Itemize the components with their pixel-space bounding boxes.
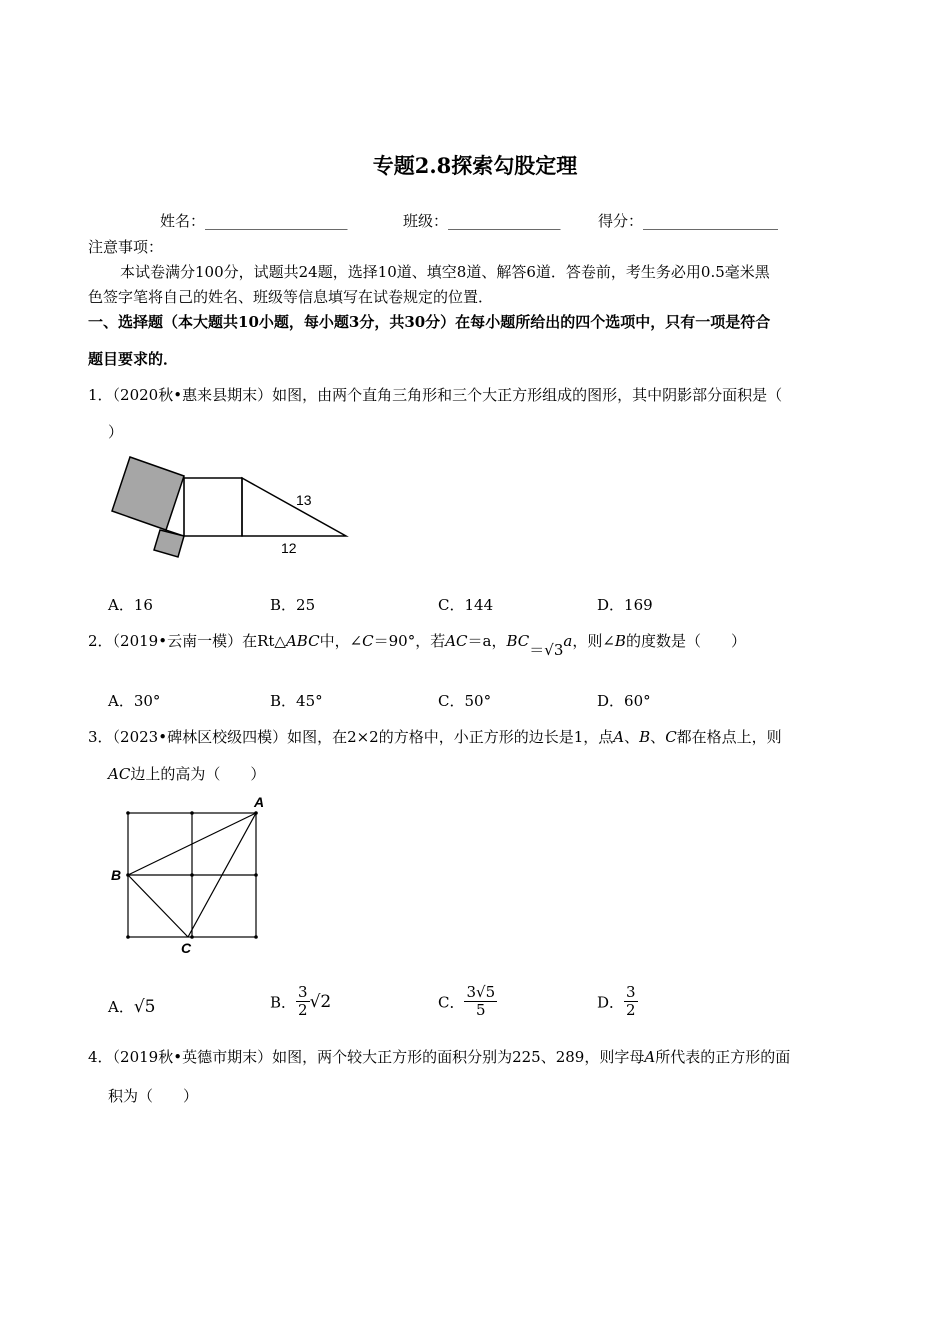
name-blank[interactable]: ___________________ — [205, 212, 348, 230]
class-label: 班级： — [403, 212, 449, 230]
q1-option-a[interactable]: A．16 — [108, 596, 153, 614]
q3-figure — [105, 793, 275, 958]
score-field[interactable] — [598, 210, 778, 231]
name-field[interactable] — [160, 210, 348, 231]
q3-option-c[interactable]: C． $\frac{3√5}{5}$ — [438, 983, 496, 1020]
q1-large-shaded-square — [112, 457, 184, 530]
q3-text-line-2: AC边上的高为（ ） — [108, 765, 266, 783]
q3-option-a[interactable]: A．√5 — [108, 997, 156, 1017]
score-label: 得分： — [598, 212, 644, 230]
q1-option-d[interactable]: D．169 — [597, 596, 653, 614]
q3-option-b[interactable]: B． $\frac{3}{2}$ √2 — [270, 983, 332, 1020]
q3-label-b: B — [111, 867, 122, 883]
q1-option-c[interactable]: C．144 — [438, 596, 494, 614]
q4-text-line-2: 积为（ ） — [108, 1087, 199, 1105]
q1-figure — [100, 450, 360, 560]
q2-option-c[interactable]: C．50° — [438, 692, 492, 710]
section-heading-line-2: 题目要求的． — [88, 350, 179, 368]
q1-right-triangle — [242, 478, 346, 536]
notes-heading: 注意事项： — [88, 238, 164, 256]
page-title: 专题2.8探索勾股定理 — [372, 153, 578, 178]
notes-line-2: 色签字笔将自己的姓名、班级等信息填写在试卷规定的位置． — [88, 288, 494, 306]
q4-text-line-1: 4．（2019秋•英德市期末）如图，两个较大正方形的面积分别为225、289，则字母A所代表的正方形的面 — [88, 1048, 791, 1066]
q1-text-line-2: ） — [108, 423, 124, 441]
q2-option-b[interactable]: B．45° — [270, 692, 323, 710]
q1-middle-square — [184, 478, 242, 536]
q2-radical: ＝√3 — [529, 641, 564, 659]
q3-option-d[interactable]: D． $\frac{3}{2}$ — [597, 983, 636, 1020]
q1-label-12: 12 — [281, 540, 297, 556]
score-blank[interactable]: __________________ — [643, 212, 779, 230]
section-heading-line-1: 一、选择题（本大题共10小题，每小题3分，共30分）在每小题所给出的四个选项中，只有一项是符合 — [88, 313, 771, 331]
class-blank[interactable]: _______________ — [448, 212, 561, 230]
name-label: 姓名： — [160, 212, 206, 230]
notes-line-1: 本试卷满分100分，试题共24题，选择10道、填空8道、解答6道．答卷前，考生务必用0.5毫米黑 — [120, 263, 770, 281]
q3-text-line-1: 3．（2023•碑林区校级四模）如图，在2×2的方格中，小正方形的边长是1，点A、B、C都在格点上，则 — [88, 728, 782, 746]
q1-text-line-1: 1．（2020秋•惠来县期末）如图，由两个直角三角形和三个大正方形组成的图形，其中阴影部分面积是（ — [88, 386, 783, 404]
q1-label-13: 13 — [296, 492, 312, 508]
q2-option-d[interactable]: D．60° — [597, 692, 651, 710]
q2-option-a[interactable]: A．30° — [108, 692, 161, 710]
class-field[interactable] — [403, 210, 561, 231]
q3-label-c: C — [181, 940, 192, 956]
q2-text: 2．（2019•云南一模）在Rt△ABC中，∠C＝90°，若AC＝a，BC＝√3a，则∠B的度数是（ ） — [88, 632, 746, 659]
q3-label-a: A — [254, 794, 265, 810]
q1-option-b[interactable]: B．25 — [270, 596, 316, 614]
